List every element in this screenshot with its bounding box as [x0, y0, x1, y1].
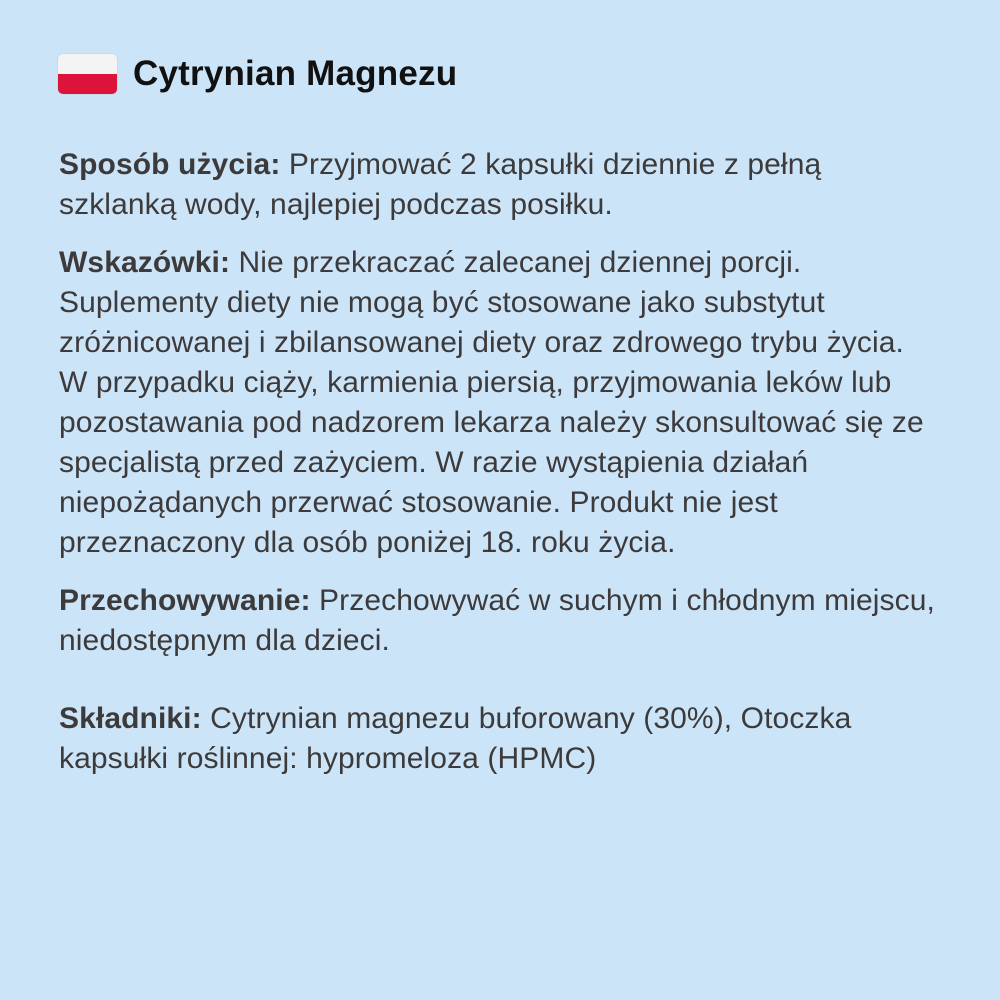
- ingredients-label: Składniki:: [59, 702, 202, 735]
- usage-text: Przyjmować 2 kapsułki dziennie z pełną szklanką wody, najlepiej podczas posiłku.: [59, 148, 822, 221]
- page-title: Cytrynian Magnezu: [133, 54, 458, 93]
- flag-red-stripe: [58, 74, 117, 94]
- ingredients-text: Cytrynian magnezu buforowany (30%), Otoczka kapsułki roślinnej: hypromeloza (HPMC): [59, 702, 852, 775]
- usage-section: [59, 145, 939, 225]
- storage-label: Przechowywanie:: [59, 584, 311, 617]
- header: [58, 54, 457, 94]
- storage-text: Przechowywać w suchym i chłodnym miejscu, niedostępnym dla dzieci.: [59, 584, 935, 657]
- product-info: [59, 145, 939, 779]
- ingredients-section: [59, 699, 939, 779]
- flag-white-stripe: [58, 54, 117, 74]
- usage-label: Sposób użycia:: [59, 148, 281, 181]
- warnings-text: Nie przekraczać zalecanej dziennej porcji. Suplementy diety nie mogą być stosowane jako substytut zróżnicowanej i zbilansowanej diety oraz zdrowego trybu życia. W przypadku ciąży, karmienia piersią, przyjmowania leków lub pozostawania pod nadzorem lekarza należy skonsultować się ze specjalistą przed zażyciem. W razie wystąpienia działań niepożądanych przerwać stosowanie. Produkt nie jest przeznaczony dla osób poniżej 18. roku życia.: [59, 246, 924, 559]
- warnings-label: Wskazówki:: [59, 246, 231, 279]
- poland-flag-icon: [58, 54, 117, 94]
- warnings-section: [59, 243, 939, 563]
- storage-section: [59, 581, 939, 661]
